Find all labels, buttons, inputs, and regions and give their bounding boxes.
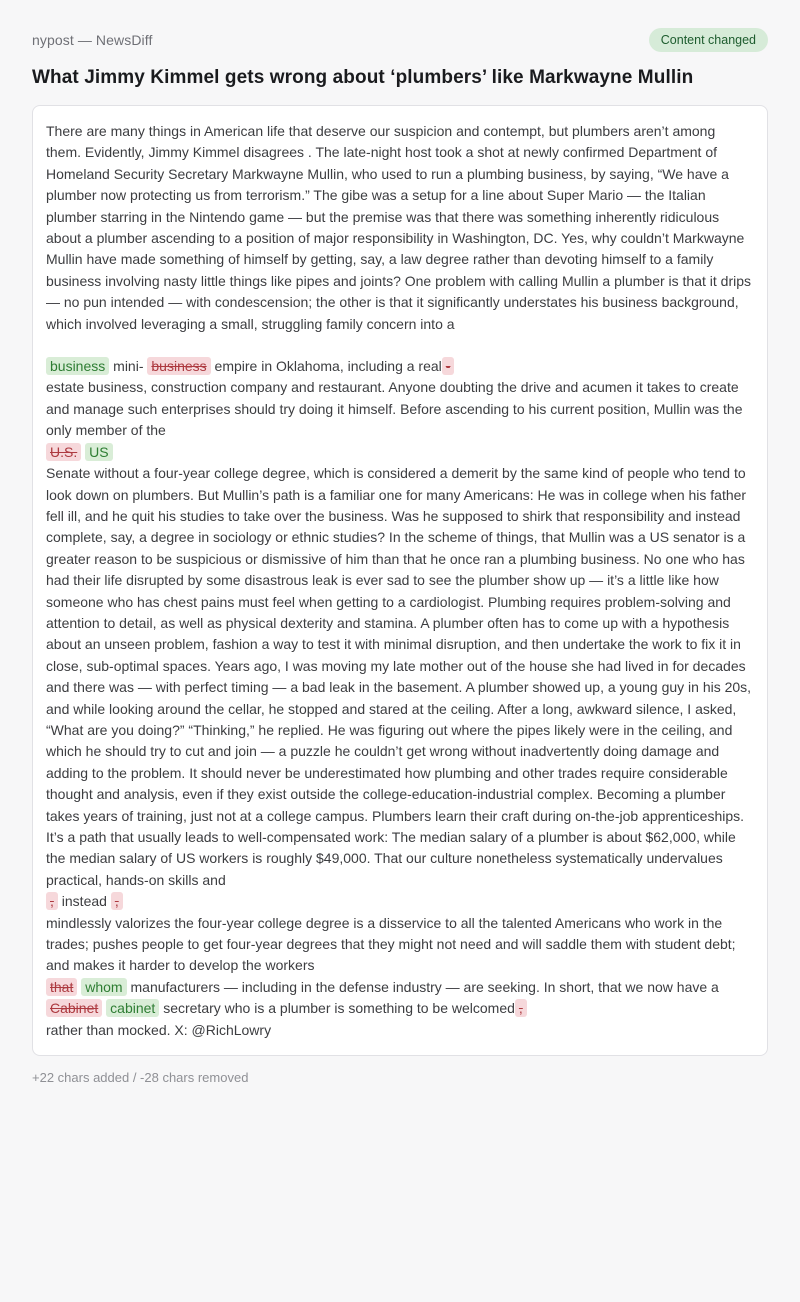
article-text-run: empire in Oklahoma, including a real [210, 358, 442, 375]
article-text-run: There are many things in American life that deserve our suspicion and contempt, but plumbers aren’t among them. Evidently, Jimmy Kimmel disagrees . The late-night host took a shot at newly confirmed Department of Homeland Security Secretary Markwayne Mullin, who used to run a plumbing business, by saying, “We have a plumber now protecting us from terrorism.” The gibe was a setup for a line about Super Mario — the Italian plumber starring in the Nintendo game — but the premise was that there was something inherently ridiculous about a plumber ascending to a position of major responsibility in Washington, DC. Yes, why couldn’t Markwayne Mullin have made something of himself by getting, say, a law degree rather than devoting himself to a family business involving nasty little things like pipes and joints? One problem with calling Mullin a plumber is that it drips — no pun intended — with condescension; the other is that it significantly understates his business background, which involved leveraging a small, struggling family concern into a [46, 123, 752, 332]
diff-added-text: whom [81, 978, 126, 996]
article-text-run: Senate without a four-year college degree, which is considered a demerit by the same kind of people who tend to look down on plumbers. But Mullin’s path is a familiar one for many Americans: He was in college when his father fell ill, and he quit his studies to take over the business. Was he supposed to shirk that responsibility and instead complete, say, a degree in sociology or ethnic studies? In the scheme of things, that Mullin was a US senator is a greater reason to be suspicious or dismissive of him than that he once ran a plumbing business. No one who has had their life disrupted by some disastrous leak is ever sad to see the plumber show up — it’s a little like how someone who has chest pains must feel when getting to a cardiologist. Plumbing requires problem-solving and attention to detail, as well as physical dexterity and stamina. A plumber often has to come up with a hypothesis about an unseen problem, fashion a way to test it with minimal disruption, and then undertake the work to fix it in close, sub-optimal spaces. Years ago, I was moving my late mother out of the house she had lived in for decades and there was — with perfect timing — a bad leak in the basement. A plumber showed up, a young guy in his 20s, and while looking around the cellar, he stopped and stared at the ceiling. After a long, awkward silence, I asked, “What are you doing?” “Thinking,” he replied. He was figuring out where the pipes likely were in the ceiling, and which he should try to cut and join — a puzzle he couldn’t get wrong without inadvertently doing damage and adding to the problem. It should never be underestimated how plumbing and other trades require considerable thought and analysis, even if they exist outside the college-education-industrial complex. Becoming a plumber takes years of training, just not at a college campus. Plumbers learn their craft during on-the-job apprenticeships. It’s a path that usually leads to well-compensated work: The median salary of a plumber is about $62,000, while the median salary of US workers is roughly $49,000. That our culture nonetheless systematically undervalues practical, hands-on skills and [46, 465, 752, 888]
article-text-run: manufacturers — including in the defense industry — are seeking. In short, that we now have a [126, 978, 719, 995]
article-text-run: rather than mocked. X: @RichLowry [46, 1021, 272, 1038]
article-block [46, 442, 754, 463]
article-block [46, 977, 754, 998]
page-title: What Jimmy Kimmel gets wrong about ‘plumbers’ like Markwayne Mullin [32, 67, 694, 88]
diff-added-text: business [46, 357, 109, 375]
article-block [46, 891, 754, 912]
article-block [46, 356, 754, 377]
article-card [32, 105, 768, 1056]
diff-removed-text: , [111, 892, 123, 910]
article-text-run: secretary who is a plumber is something to be welcomed [159, 1000, 515, 1017]
article-block [46, 121, 754, 335]
header-row [32, 28, 768, 52]
diff-removed-text: - [442, 357, 455, 375]
diff-added-text: US [85, 443, 112, 461]
article-body [46, 121, 754, 1041]
diff-removed-text: U.S. [46, 443, 81, 461]
article-block [46, 998, 754, 1019]
article-text-run: mini- [109, 358, 148, 375]
article-block [46, 913, 754, 977]
article-block [46, 377, 754, 441]
diff-added-text: cabinet [106, 999, 159, 1017]
status-badge: Content changed [649, 28, 768, 52]
diff-stats: +22 chars added / -28 chars removed [32, 1070, 249, 1086]
article-block [46, 463, 754, 891]
diff-removed-text: , [515, 999, 527, 1017]
article-text-run: instead [57, 893, 111, 910]
diff-removed-text: Cabinet [46, 999, 102, 1017]
article-text-run: estate business, construction company and restaurant. Anyone doubting the drive and acumen it takes to create and manage such enterprises should try doing it himself. Before ascending to his current position, Mullin was the only member of the [46, 379, 743, 439]
diff-removed-text: that [46, 978, 77, 996]
diff-removed-text: , [46, 892, 58, 910]
article-text-run: mindlessly valorizes the four-year college degree is a disservice to all the talented Americans who work in the trades; pushes people to get four-year degrees that they might not need and will saddle them with student debt; and makes it harder to develop the workers [46, 914, 736, 974]
source-label: nypost — NewsDiff [32, 32, 153, 48]
diff-removed-text: business [147, 357, 210, 375]
article-block [46, 1020, 754, 1041]
